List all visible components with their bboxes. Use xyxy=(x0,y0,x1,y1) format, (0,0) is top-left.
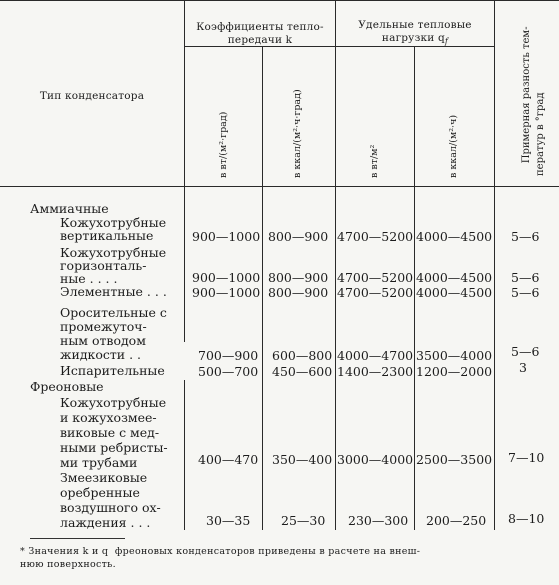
row-label-0: Кожухотрубные вертикальные xyxy=(60,215,167,243)
header-bottom-rule xyxy=(0,186,559,187)
row-1-dt: 5—6 xyxy=(511,270,540,285)
row-3-dt: 5—6 xyxy=(511,344,540,359)
row-2-q-kcal: 4000—4500 xyxy=(416,285,493,300)
header-type-column: Тип конденсатора xyxy=(39,90,145,102)
row-5-q-kcal: 2500—3500 xyxy=(416,452,493,467)
row-2-k-wt: 900—1000 xyxy=(192,285,261,300)
col-divider-4 xyxy=(414,46,415,530)
header-coef-group-text: Коэффициенты тепло- передачи k xyxy=(196,21,324,46)
row-2-dt: 5—6 xyxy=(511,285,540,300)
row-6-q-kcal: 200—250 xyxy=(426,513,487,528)
row-1-q-wt: 4700—5200 xyxy=(337,270,414,285)
row-0-k-kcal: 800—900 xyxy=(268,229,329,244)
row-5-q-wt: 3000—4000 xyxy=(337,452,414,467)
row-label-3: Оросительные с промежуточ- ным отводом жидкости . . xyxy=(60,305,167,362)
row-0-q-wt: 4700—5200 xyxy=(337,229,414,244)
row-label-6: Змеезиковые оребренные воздушного ох- лаждения . . . xyxy=(60,470,161,530)
row-5-k-kcal: 350—400 xyxy=(272,452,333,467)
row-label-2: Элементные . . . xyxy=(60,284,167,299)
row-4-k-kcal: 450—600 xyxy=(272,364,333,379)
col-divider-5 xyxy=(494,0,495,530)
row-6-k-wt: 30—35 xyxy=(206,513,251,528)
row-5-dt: 7—10 xyxy=(508,450,545,465)
header-unit-kcal-q: в ккал/(м²·ч) xyxy=(448,114,459,178)
row-label-4: Испарительные xyxy=(60,363,165,378)
row-3-k-wt: 700—900 xyxy=(198,348,259,363)
row-5-k-wt: 400—470 xyxy=(198,452,259,467)
footnote: * Значения k и q фреоновых конденсаторов приведены в расчете на внеш- нюю поверхность. xyxy=(20,546,421,570)
row-0-dt: 5—6 xyxy=(511,229,540,244)
row-4-dt: 3 xyxy=(519,360,527,375)
footnote-rule xyxy=(30,538,125,539)
row-2-q-wt: 4700—5200 xyxy=(337,285,414,300)
col-divider-1b xyxy=(184,380,185,530)
row-1-k-kcal: 800—900 xyxy=(268,270,329,285)
row-6-q-wt: 230—300 xyxy=(348,513,409,528)
row-3-q-wt: 4000—4700 xyxy=(337,348,414,363)
row-1-k-wt: 900—1000 xyxy=(192,270,261,285)
col-divider-1 xyxy=(184,0,185,342)
header-load-group-sub: f xyxy=(444,37,449,47)
row-label-1: Кожухотрубные горизонталь- ные . . . . xyxy=(60,245,167,286)
header-unit-wt-k: в вт/(м²·град) xyxy=(218,111,229,178)
row-4-q-wt: 1400—2300 xyxy=(337,364,414,379)
header-temp-diff xyxy=(506,26,559,176)
row-6-dt: 8—10 xyxy=(508,511,545,526)
row-3-k-kcal: 600—800 xyxy=(272,348,333,363)
group-ammonia: Аммиачные xyxy=(30,201,109,216)
row-label-5: Кожухотрубные и кожухозмее- виковые с мед- ными ребристы- ми трубами xyxy=(60,395,168,470)
header-unit-kcal-k: в ккал/(м²·ч·град) xyxy=(292,89,303,178)
header-unit-wt-q: в вт/м² xyxy=(369,144,380,178)
header-temp-diff-text: Примерная разность тем- ператур в °град xyxy=(521,26,546,176)
table-top-rule xyxy=(0,0,559,1)
row-4-k-wt: 500—700 xyxy=(198,364,259,379)
row-0-k-wt: 900—1000 xyxy=(192,229,261,244)
row-0-q-kcal: 4000—4500 xyxy=(416,229,493,244)
row-2-k-kcal: 800—900 xyxy=(268,285,329,300)
header-load-group xyxy=(337,6,493,48)
header-coef-group xyxy=(186,8,334,47)
header-load-group-text: Удельные тепловые нагрузки q xyxy=(358,19,472,44)
col-divider-2 xyxy=(262,46,263,530)
col-divider-3 xyxy=(335,0,336,530)
group-freon: Фреоновые xyxy=(30,379,104,394)
row-3-q-kcal: 3500—4000 xyxy=(416,348,493,363)
row-6-k-kcal: 25—30 xyxy=(281,513,326,528)
row-4-q-kcal: 1200—2000 xyxy=(416,364,493,379)
row-1-q-kcal: 4000—4500 xyxy=(416,270,493,285)
